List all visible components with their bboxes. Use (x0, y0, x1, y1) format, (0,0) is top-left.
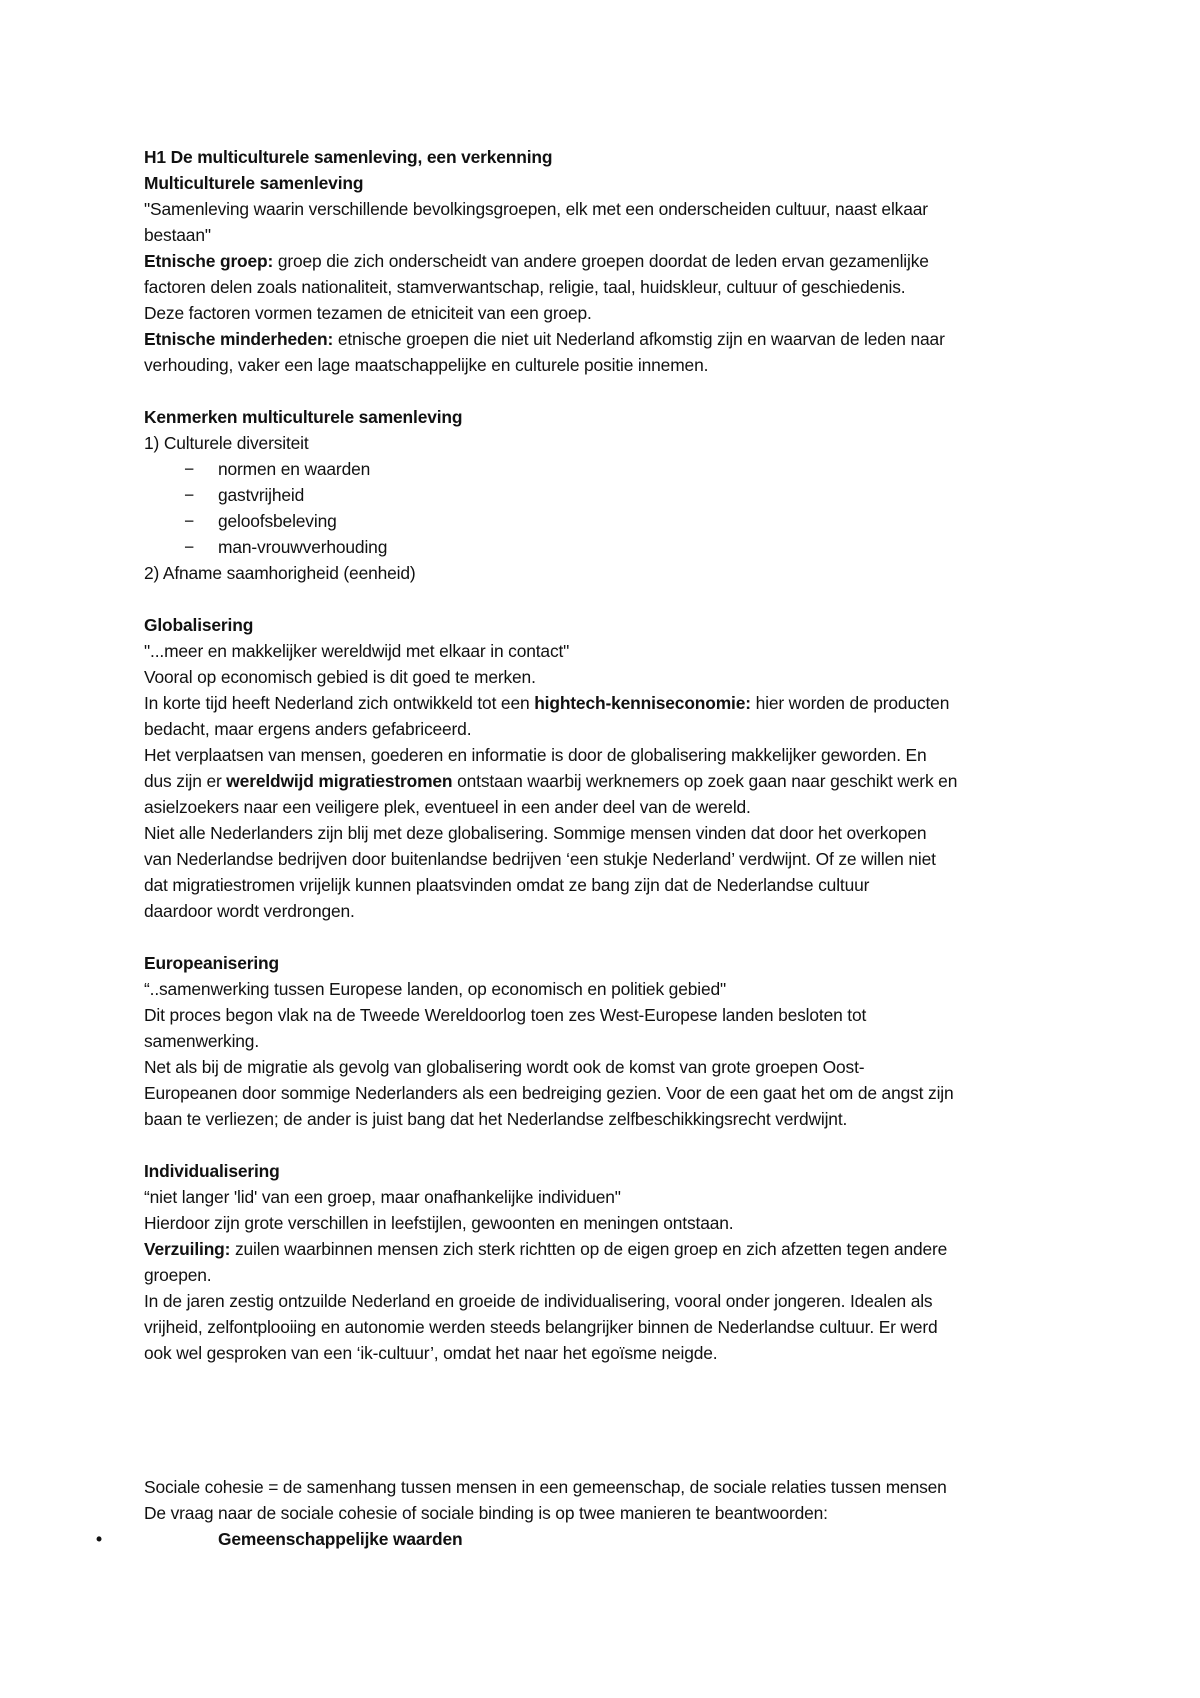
term-hightech-kenniseconomie: hightech-kenniseconomie: (534, 693, 751, 713)
paragraph-line: asielzoekers naar een veiligere plek, eventueel in een ander deel van de wereld. (144, 797, 751, 817)
paragraph-line: Hierdoor zijn grote verschillen in leefstijlen, gewoonten en meningen ontstaan. (144, 1213, 734, 1233)
paragraph-line: samenwerking. (144, 1031, 260, 1051)
paragraph-line: Dit proces begon vlak na de Tweede Wereldoorlog toen zes West-Europese landen besloten tot (144, 1005, 867, 1025)
paragraph-gap (144, 924, 1074, 950)
minderheden-line (144, 326, 1074, 352)
paragraph-line: Net als bij de migratie als gevolg van globalisering wordt ook de komst van grote groepen Oost- (144, 1057, 865, 1077)
section-title-kenmerken: Kenmerken multiculturele samenleving (144, 407, 463, 427)
etnische-groep-text: groep die zich onderscheidt van andere groepen doordat de leden ervan gezamenlijke (273, 251, 929, 271)
paragraph-line: dat migratiestromen vrijelijk kunnen plaatsvinden omdat ze bang zijn dat de Nederlandse cultuur (144, 875, 870, 895)
globalisering-quote: "...meer en makkelijker wereldwijd met elkaar in contact" (144, 641, 570, 661)
dash-marker: − (184, 485, 195, 505)
paragraph-line: dus zijn er wereldwijd migratiestromen ontstaan waarbij werknemers op zoek gaan naar geschikt werk en (144, 771, 958, 791)
paragraph-line: Het verplaatsen van mensen, goederen en informatie is door de globalisering makkelijker geworden. En (144, 745, 927, 765)
paragraph-gap (144, 1132, 1074, 1158)
sub-list-item: − normen en waarden (144, 456, 1074, 482)
paragraph-line: Niet alle Nederlanders zijn blij met deze globalisering. Sommige mensen vinden dat door het overkopen (144, 823, 927, 843)
dash-marker: − (184, 511, 195, 531)
dash-marker: − (184, 459, 195, 479)
term-etnische-minderheden: Etnische minderheden: (144, 329, 334, 349)
bullet-list-item: • Gemeenschappelijke waarden (144, 1526, 1074, 1552)
document-body (96, 144, 1074, 1552)
minderheden-line: verhouding, vaker een lage maatschappelijke en culturele positie innemen. (144, 355, 709, 375)
section-title-multiculturele-samenleving: Multiculturele samenleving (144, 173, 364, 193)
list-item: 1) Culturele diversiteit (144, 433, 309, 453)
paragraph-line: Sociale cohesie = de samenhang tussen mensen in een gemeenschap, de sociale relaties tussen mensen (144, 1477, 947, 1497)
paragraph-line: baan te verliezen; de ander is juist bang dat het Nederlandse zelfbeschikkingsrecht verdwijnt. (144, 1109, 848, 1129)
paragraph-gap (144, 586, 1074, 612)
europeanisering-quote: “..samenwerking tussen Europese landen, op economisch en politiek gebied" (144, 979, 727, 999)
section-title-europeanisering: Europeanisering (144, 953, 279, 973)
paragraph-line: ook wel gesproken van een ‘ik-cultuur’, omdat het naar het egoïsme neigde. (144, 1343, 718, 1363)
term-wereldwijd-migratiestromen: wereldwijd migratiestromen (226, 771, 453, 791)
paragraph-line: Vooral op economisch gebied is dit goed te merken. (144, 667, 536, 687)
term-verzuiling: Verzuiling: (144, 1239, 231, 1259)
paragraph-line: daardoor wordt verdrongen. (144, 901, 355, 921)
paragraph-line: Verzuiling: zuilen waarbinnen mensen zich sterk richtten op de eigen groep en zich afzetten tegen andere (144, 1239, 948, 1259)
minderheden-text: etnische groepen die niet uit Nederland afkomstig zijn en waarvan de leden naar (333, 329, 945, 349)
definition-line: bestaan" (144, 225, 211, 245)
individualisering-quote: “niet langer 'lid' van een groep, maar onafhankelijke individuen" (144, 1187, 621, 1207)
paragraph-line: van Nederlandse bedrijven door buitenlandse bedrijven ‘een stukje Nederland’ verdwijnt. Of ze willen niet (144, 849, 936, 869)
etnische-groep-line (144, 248, 1074, 274)
paragraph-line: vrijheid, zelfontplooiing en autonomie werden steeds belangrijker binnen de Nederlandse cultuur. Er werd (144, 1317, 938, 1337)
chapter-title: H1 De multiculturele samenleving, een verkenning (144, 147, 553, 167)
paragraph-line: groepen. (144, 1265, 212, 1285)
paragraph-line: In de jaren zestig ontzuilde Nederland en groeide de individualisering, vooral onder jongeren. Idealen als (144, 1291, 933, 1311)
paragraph-line: In korte tijd heeft Nederland zich ontwikkeld tot een hightech-kenniseconomie: hier worden de producten (144, 693, 950, 713)
paragraph-gap (144, 378, 1074, 404)
sub-list-item: − geloofsbeleving (144, 508, 1074, 534)
etnische-groep-line: factoren delen zoals nationaliteit, stamverwantschap, religie, taal, huidskleur, cultuur of geschiedenis. (144, 277, 906, 297)
sub-list-item: − gastvrijheid (144, 482, 1074, 508)
section-title-globalisering: Globalisering (144, 615, 254, 635)
paragraph-line: De vraag naar de sociale cohesie of sociale binding is op twee manieren te beantwoorden: (144, 1503, 828, 1523)
bullet-marker: • (96, 1529, 102, 1549)
etnische-groep-line: Deze factoren vormen tezamen de etniciteit van een groep. (144, 303, 592, 323)
definition-line: "Samenleving waarin verschillende bevolkingsgroepen, elk met een onderscheiden cultuur, naast elkaar (144, 199, 928, 219)
term-etnische-groep: Etnische groep: (144, 251, 274, 271)
paragraph-line: bedacht, maar ergens anders gefabriceerd. (144, 719, 472, 739)
list-item: 2) Afname saamhorigheid (eenheid) (144, 563, 416, 583)
sub-list-item: − man-vrouwverhouding (144, 534, 1074, 560)
paragraph-line: Europeanen door sommige Nederlanders als een bedreiging gezien. Voor de een gaat het om de angst zijn (144, 1083, 954, 1103)
section-gap (144, 1366, 1074, 1474)
section-title-individualisering: Individualisering (144, 1161, 280, 1181)
dash-marker: − (184, 537, 195, 557)
